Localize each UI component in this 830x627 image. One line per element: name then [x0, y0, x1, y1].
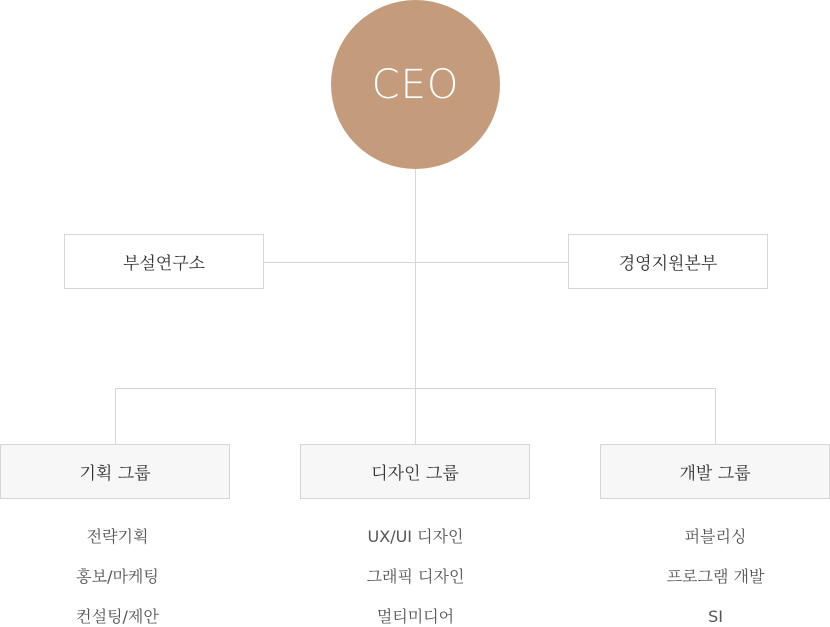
staff-unit-label: 경영지원본부	[618, 254, 718, 274]
planning-item: 컨설팅/제안	[76, 607, 159, 626]
group-development	[600, 444, 830, 499]
connector-drop-center	[415, 388, 416, 444]
group-label: 기획 그룹	[79, 464, 151, 484]
ceo-node	[331, 0, 500, 169]
group-label: 개발 그룹	[679, 464, 751, 484]
connector-drop-right	[715, 388, 716, 444]
connector-staff-horizontal	[263, 262, 568, 263]
group-design	[300, 444, 530, 499]
design-item: 그래픽 디자인	[366, 567, 465, 586]
staff-unit-management-support	[568, 234, 768, 289]
development-item: 프로그램 개발	[666, 567, 765, 586]
connector-drop-left	[115, 388, 116, 444]
staff-unit-research-lab	[64, 234, 264, 289]
group-planning	[0, 444, 230, 499]
development-item: 퍼블리싱	[684, 527, 747, 546]
planning-item: 홍보/마케팅	[76, 567, 159, 586]
planning-item: 전략기획	[86, 527, 149, 546]
staff-unit-label: 부설연구소	[122, 254, 206, 274]
ceo-label: CEO	[371, 61, 460, 108]
connector-trunk	[415, 169, 416, 388]
group-label: 디자인 그룹	[371, 464, 459, 484]
development-item: SI	[708, 607, 723, 626]
design-item: 멀티미디어	[376, 607, 455, 626]
design-item: UX/UI 디자인	[367, 527, 464, 546]
